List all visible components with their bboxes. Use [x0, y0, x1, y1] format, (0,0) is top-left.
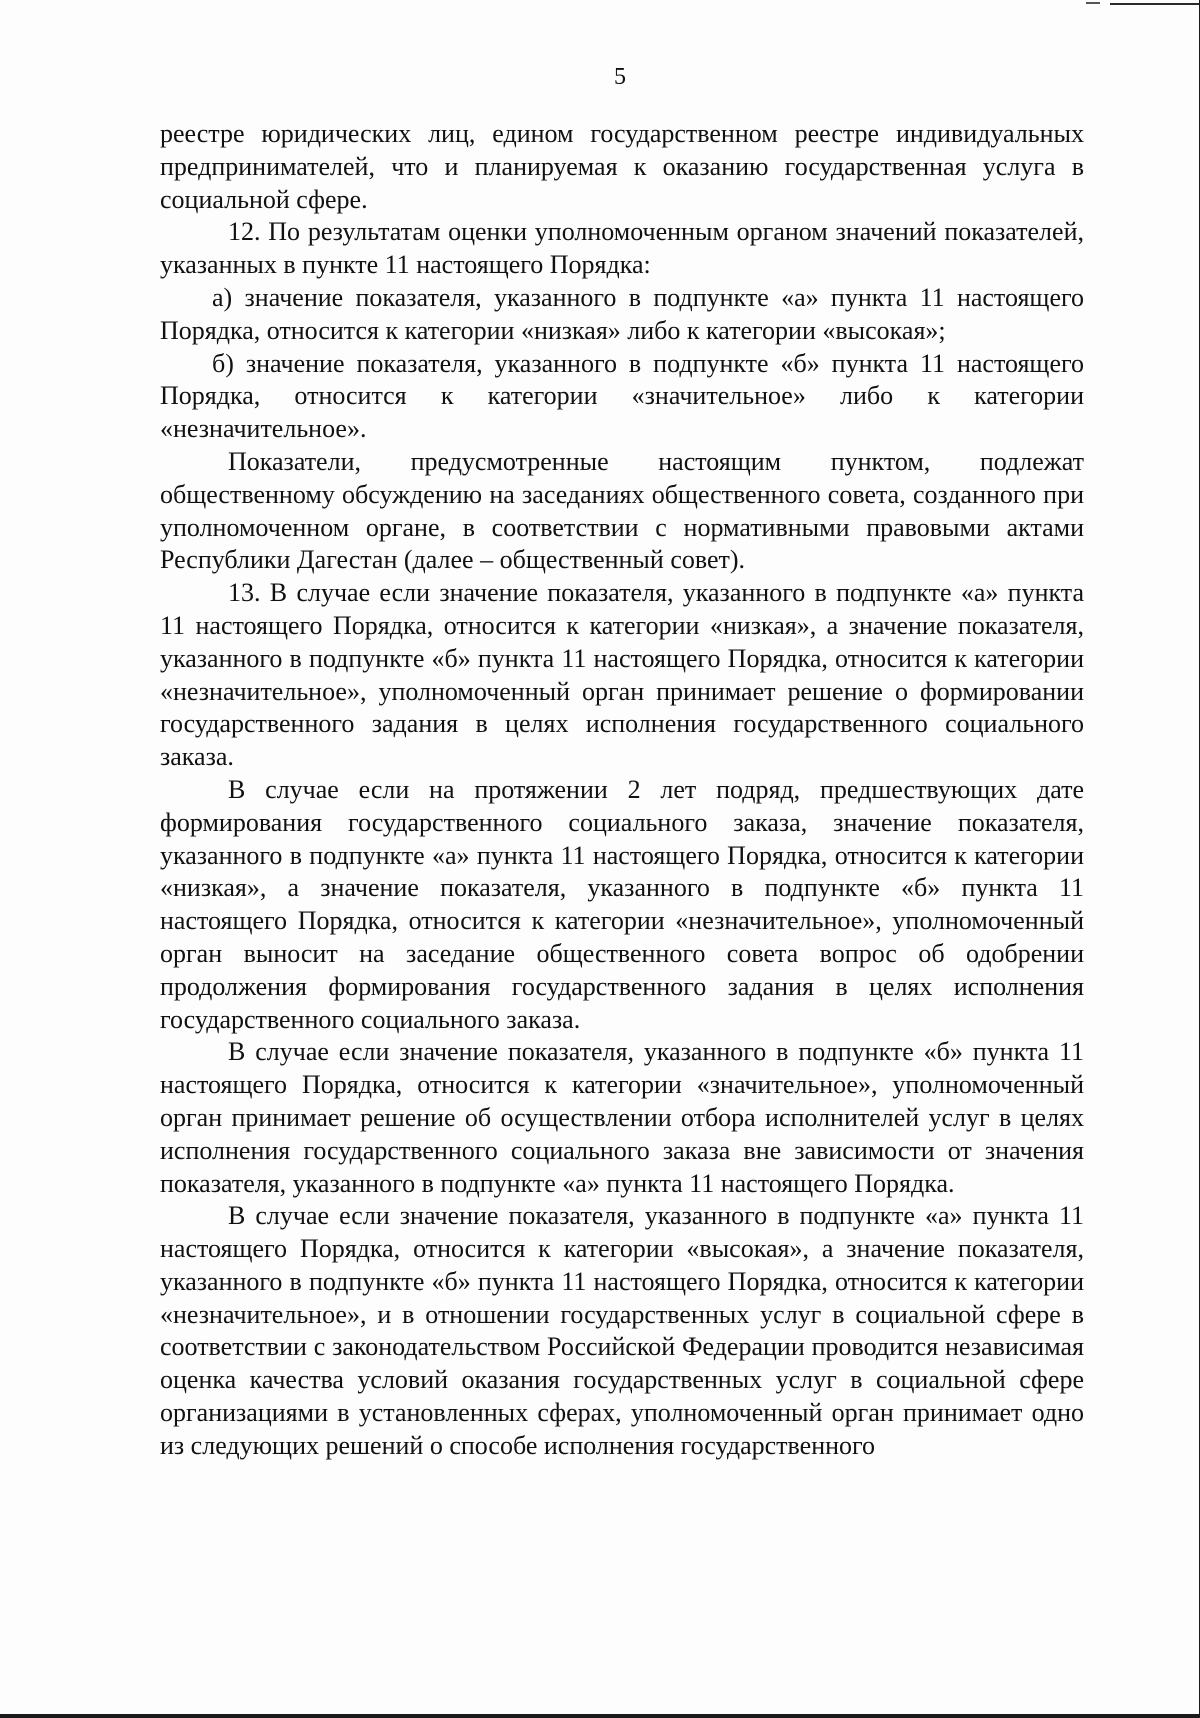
paragraph-item-12: 12. По результатам оценки уполномоченным органом значений показателей, указанных в пункте 11 настоящего Порядка: — [160, 217, 1084, 280]
page-number: 5 — [614, 64, 626, 90]
paragraph-subitem-a: а) значение показателя, указанного в подпункте «а» пункта 11 настоящего Порядка, относится к категории «низкая» либо к категории «высокая»; — [160, 282, 1084, 345]
paragraph-two-years-case: В случае если на протяжении 2 лет подряд, предшествующих дате формирования государственного социального заказа, значение показателя, указанного в подпункте «а» пункта 11 настоящего Порядка, относится к категории «низкая», а значение показателя, указанного в подпункте «б» пункта 11 настоящего Порядка, относится к категории «незначительное», уполномоченный орган выносит на заседание общественного совета вопрос об одобрении продолжения формирования государственного задания в целях исполнения государственного социального заказа. — [160, 774, 1084, 1034]
document-body — [160, 118, 1084, 1463]
paragraph-indicators-discussion: Показатели, предусмотренные настоящим пунктом, подлежат общественному обсуждению на заседаниях общественного совета, созданного при уполномоченном органе, в соответствии с нормативными правовыми актами Республики Дагестан (далее – общественный совет). — [160, 446, 1084, 575]
paragraph-subitem-b: б) значение показателя, указанного в подпункте «б» пункта 11 настоящего Порядка, относится к категории «значительное» либо к категории «незначительное». — [160, 348, 1084, 444]
paragraph-significant-case: В случае если значение показателя, указанного в подпункте «б» пункта 11 настоящего Порядка, относится к категории «значительное», уполномоченный орган принимает решение об осуществлении отбора исполнителей услуг в целях исполнения государственного социального заказа вне зависимости от значения показателя, указанного в подпункте «а» пункта 11 настоящего Порядка. — [160, 1037, 1084, 1198]
scan-artifact-mark — [1086, 2, 1100, 4]
scan-edge-bottom — [0, 1714, 1200, 1718]
paragraph-high-case: В случае если значение показателя, указанного в подпункте «а» пункта 11 настоящего Порядка, относится к категории «высокая», а значение показателя, указанного в подпункте «б» пункта 11 настоящего Порядка, относится к категории «незначительное», и в отношении государственных услуг в социальной сфере в соответствии с законодательством Российской Федерации проводится независимая оценка качества условий оказания государственных услуг в социальной сфере организациями в установленных сферах, уполномоченный орган принимает одно из следующих решений о способе исполнения государственного — [160, 1201, 1084, 1460]
paragraph-continuation: реестре юридических лиц, едином государственном реестре индивидуальных предпринимателей, что и планируемая к оказанию государственная услуга в социальной сфере. — [160, 119, 1084, 214]
scan-artifact-line — [1110, 3, 1200, 5]
paragraph-item-13: 13. В случае если значение показателя, указанного в подпункте «а» пункта 11 настоящего Порядка, относится к категории «низкая», а значение показателя, указанного в подпункте «б» пункта 11 настоящего Порядка, относится к категории «незначительное», уполномоченный орган принимает решение о формировании государственного задания в целях исполнения государственного социального заказа. — [160, 578, 1084, 772]
